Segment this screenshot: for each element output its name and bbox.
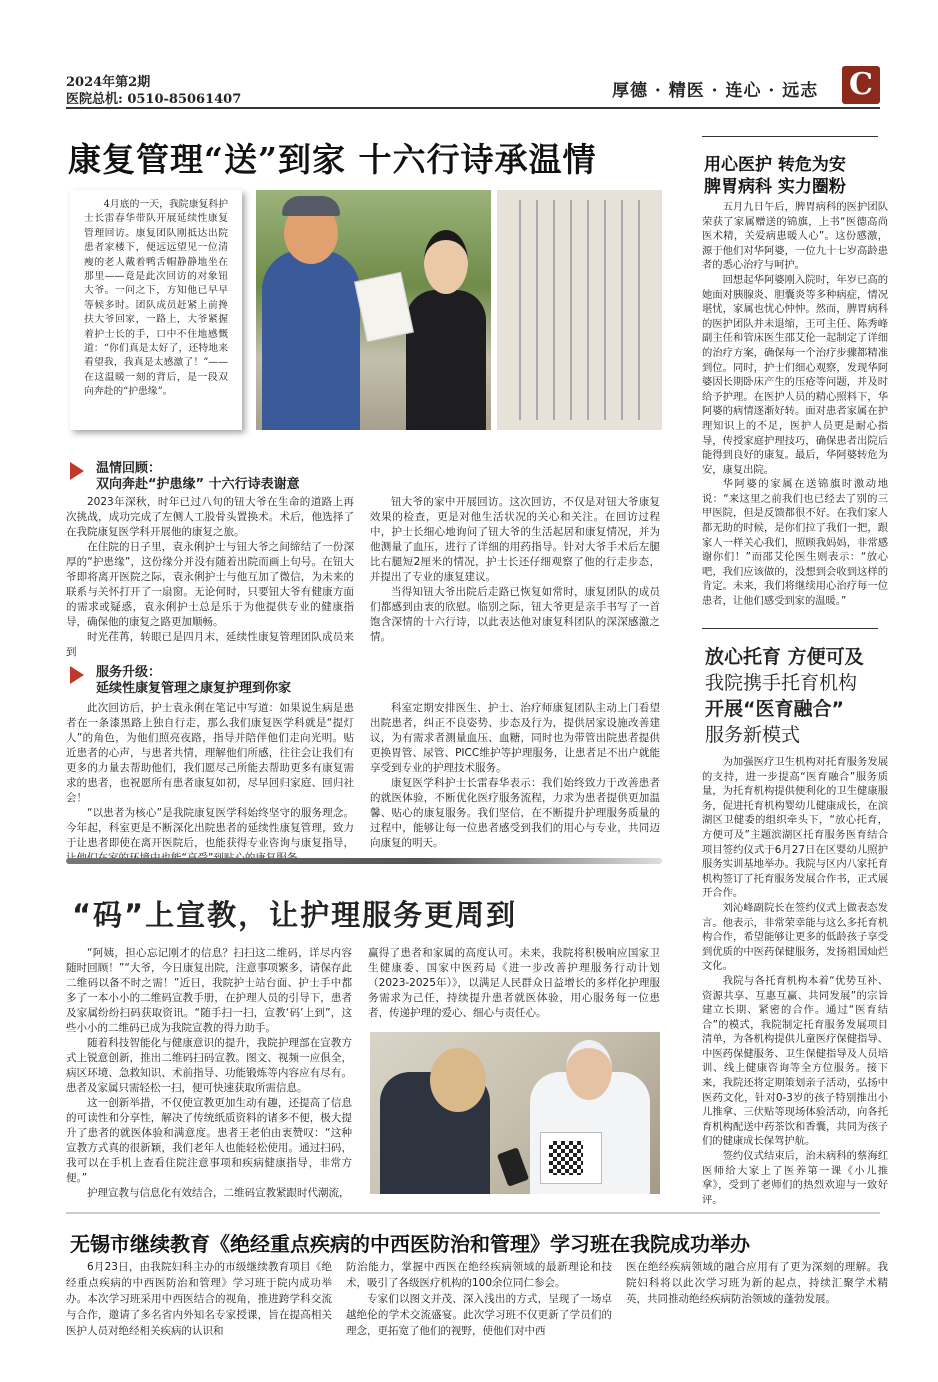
photo-qr-code-education [370, 1032, 660, 1194]
section1-marker-icon [70, 462, 84, 480]
article3-col3: 医在绝经疾病领域的融合应用有了更为深刻的理解。我院妇科将以此次学习班为新的起点，持续汇聚学术精英，共同推动绝经疾病防治领域的蓬勃发展。 [626, 1261, 888, 1305]
paragraph: 为加强医疗卫生机构对托育服务发展的支持，进一步提高“医育融合”服务质量，为托育机构提供便利化的卫生健康服务，促进托育机构婴幼儿健康成长，在滨湖区卫健委的组织牵头下，“放心托育，方便可及”主题滨湖区托育服务医育结合项目签约仪式于6月27日在区婴幼儿照护服务实训基地举办。我院与区内八家托育机构签订了托育服务发展合作书，正式展开合作。 [702, 756, 888, 900]
paragraph: 刘沁峰副院长在签约仪式上做表态发言。他表示，非常荣幸能与这么多托育机构合作，希望能够让更多的低龄孩子享受到优质的中医药保健服务，发扬祖国灿烂文化。 [702, 901, 888, 973]
paragraph: 回想起华阿婆刚入院时，年岁已高的她面对胰腺炎、胆囊炎等多种病症，情况堪忧，家属也忧心忡忡。然而，脾胃病科的医护团队并未退缩，王可主任、陈秀峰副主任和管床医生邵艾伦一起制定了详细的治疗方案，确保每一个治疗步骤都精准到位。同时，护士们细心观察，发现华阿婆因长期卧床产生的压疮等问题，并及时给予护理。在医护人员的精心照料下，华阿婆的病情逐渐好转。面对患者家属在护理知识上的不足，医护人员更是耐心指导，传授家庭护理技巧，确保患者出院后能得到良好的康复。最后，华阿婆转危为安，康复出院。 [702, 273, 888, 476]
section2-subtitle: 延续性康复管理之康复护理到你家 [96, 681, 292, 696]
article3-rule-top [66, 1212, 880, 1214]
patient-face [430, 1048, 486, 1112]
section2-title: 服务升级： [96, 665, 162, 680]
phone-device [497, 1147, 529, 1186]
section1-left-text [66, 495, 354, 660]
paragraph: 此次回访后，护士袁永俐在笔记中写道：如果说生病是患者在一条漆黑路上独自行走，那么我们康复医学科就是“提灯人”的角色，为他们照亮夜路，指导并陪伴他们走向光明。贴近患者的心声，与患者共情，理解他们所感，往往会让我们有更多的力量去帮助他们，我们愿尽己所能去帮助更多有康复需求的患者，也祝愿所有患者康复如初，尽早回归家庭、回归社会！ [66, 702, 354, 804]
hospital-phone: 医院总机: 0510-85061407 [66, 92, 242, 107]
section-letter: C [849, 67, 873, 102]
paragraph: 随着科技智能化与健康意识的提升，我院护理部在宣教方式上锐意创新，推出二维码扫码宣教。图文、视频一应俱全，病区环境、急救知识、术前指导、功能锻炼等内容应有尽有。患者及家属只需轻松一扫，便可快速获取所需信息。 [66, 1037, 352, 1094]
article1-intro: 4月底的一天，我院康复科护士长雷春华带队开展延续性康复管理回访。康复团队刚抵达出院患者家楼下，便远远望见一位清瘦的老人戴着鸭舌帽静静地坐在那里——竟是此次回访的对象钮大爷。一问之下，方知他已早早等候多时。团队成员赶紧上前搀扶大爷回家，一路上，大爷紧握着护士长的手，口中不住地感慨道：“你们真是太好了，还特地来看望我，我真是太感激了！”——在这温暖一刻的背后，是一段双向奔赴的“护患缘”。 [84, 199, 228, 398]
sidebar1-text [702, 200, 888, 609]
paragraph: 专家们以图文并茂、深入浅出的方式，呈现了一场卓越绝伦的学术交流盛宴。此次学习班不仅更新了学员们的理念，更拓宽了他们的视野，使他们对中西 [346, 1293, 612, 1337]
article3-headline: 无锡市继续教育《绝经重点疾病的中西医防治和管理》学习班在我院成功举办 [70, 1232, 750, 1256]
sidebar1-headline-2: 脾胃病科 实力圈粉 [704, 177, 846, 197]
section2-right-text [370, 701, 660, 851]
sidebar-rule-mid [702, 628, 878, 629]
patient-figure [262, 250, 360, 430]
paragraph: “以患者为核心”是我院康复医学科始终坚守的服务理念。今年起，科室更是不断深化出院患者的延续性康复管理，致力于让患者即使在离开医院后，也能获得专业咨询与康复指导， [66, 807, 354, 849]
sidebar2-text [702, 755, 888, 1207]
article2-headline: “码”上宣教，让护理服务更周到 [72, 898, 518, 932]
nurse-face [424, 230, 468, 294]
paragraph: 时光荏苒，转眼已是四月末，延续性康复管理团队成员来到 [66, 631, 354, 658]
paragraph: 钮大爷的家中开展回访。这次回访，不仅是对钮大爷康复效果的检查，更是对他生活状况的关心和关注。在回访过程中，护士长细心地询问了钮大爷的生活起居和康复情况，并为他测量了血压，进行了详细的用药指导。针对大爷手术后左腿比右腿短2厘米的情况，护士长还仔细观察了他的行走步态，并提出了专业的康复建议。 [370, 496, 660, 583]
paragraph: 护理宣教与信息化有效结合，二维码宣教紧跟时代潮流， [87, 1187, 350, 1199]
section2-marker-icon [70, 666, 84, 684]
sidebar2-headline-2: 我院携手托育机构 [705, 672, 858, 694]
poem-sheet [354, 272, 414, 343]
paragraph: 在住院的日子里，袁永俐护士与钮大爷之间缔结了一份深厚的“护患缘”，这份缘分并没有随着出院而画上句号。在钮大爷即将离开医院之际，袁永俐护士与他互加了微信，为未来的联系与关怀打开了一扇窗。无论何时，只要钮大爷有健康方面的需求或疑惑，袁永俐护士总是乐于为他提供专业的健康指导，确保他的康复之路更加顺畅。 [66, 541, 354, 628]
issue-number: 2024年第2期 [66, 75, 151, 90]
paragraph: “阿姨，担心忘记刚才的信息？扫扫这二维码，详尽内容随时回顾！”“大爷，今日康复出院，注意事项繁多，请保存此二维码以备不时之需！”近日，我院护士站台面、护士手中都多了一本小小的二维码宣教手册，在护理人员的引导下，患者及家属纷纷扫码获取资讯。“随手扫一扫，宣教‘码’上到”，这些小小的二维码已成为我院宣教的得力助手。 [66, 947, 352, 1034]
sidebar-rule-top [702, 136, 878, 137]
masthead-rule [66, 107, 880, 109]
paragraph: 华阿婆的家属在送锦旗时激动地说：“来这里之前我们也已经去了别的三甲医院，但是反馈都很不好。在我们家人都无助的时候，是你们拉了我们一把，跟家人一样关心我们，照顾我妈妈，非常感谢你们！”而邵艾伦医生则表示：“放心吧，我们应该做的，没想到会收到这样的肯定。未来，我们将继续用心治疗每一位患者，让他们感受到家的温暖。” [702, 478, 888, 608]
section1-right-text [370, 495, 660, 645]
article3-col1: 6月23日，由我院妇科主办的市级继续教育项目《绝经重点疾病的中西医防治和管理》学习班于院内成功举办。本次学习班采用中西医结合的视角，推进跨学科交流与合作，邀请了多名省内外知名专家授课，旨在提高相关医护人员对绝经相关疾病的认识和 [66, 1261, 332, 1337]
paragraph: 签约仪式结束后，治未病科的蔡海红医师给大家上了医养第一课《小儿推拿》，受到了老师们的热烈欢迎与一致好评。 [702, 1150, 888, 1206]
article2-right-text [368, 946, 660, 1021]
paragraph: 赢得了患者和家属的高度认可。未来，我院将积极响应国家卫生健康委、国家中医药局《进一步改善护理服务行动计划（2023-2025年）》，以满足人民群众日益增长的多样化护理服务需求为己任，持续提升患者就医体验，用心服务每一位患者，传递护理的爱心、细心与责任心。 [368, 947, 660, 1019]
photo-nurse-with-patient [256, 190, 491, 430]
qr-code-icon [549, 1141, 583, 1175]
paragraph: 我院与各托育机构本着“优势互补、资源共享、互惠互赢、共同发展”的宗旨建立长期、紧密的合作。通过“医育结合”的模式，我院制定托育服务发展项目清单，为各机构提供儿童医疗保健指导、中医药保健服务、卫生保健指导及人员培训、线上健康咨询等全方位服务。接下来，我院还将定期策划亲子活动，弘扬中医药文化，针对0-3岁的孩子特别推出小儿推拿、三伏贴等现场体验活动，向各托育机构配送中药茶饮和香囊，共同为孩子们的健康成长保驾护航。 [702, 974, 888, 1148]
sidebar1-headline-1: 用心医护 转危为安 [704, 155, 846, 175]
qr-code-sheet [540, 1132, 602, 1184]
divider-wave [66, 858, 662, 864]
article1-headline: 康复管理“送”到家 十六行诗承温情 [68, 140, 597, 179]
paragraph: 防治能力，掌握中西医在绝经疾病领域的最新理论和技术，吸引了各级医疗机构的100余位同仁参会。 [346, 1261, 612, 1289]
patient-cap [282, 196, 340, 216]
article3-col2 [346, 1259, 612, 1339]
paragraph: 这一创新举措，不仅使宣教更加生动有趣，还提高了信息的可读性和分享性，解决了传统纸质资料的诸多不便，极大提升了患者的就医体验和满意度。患者王老伯由衷赞叹：“这种宣教方式真的很新颖，我们老年人也能轻松使用。通过扫码，我可以在手机上查看住院注意事项和疾病健康指导，非常方便。” [66, 1097, 352, 1184]
poem-lines [511, 200, 651, 420]
article2-left-text [66, 946, 352, 1201]
paragraph: 2023年深秋，时年已过八旬的钮大爷在生命的道路上再次挑战，成功完成了左侧人工股骨头置换术。术后，他选择了在我院康复医学科开展他的康复之旅。 [66, 496, 354, 538]
sidebar2-headline-1: 放心托育 方便可及 [705, 646, 864, 668]
nurse-figure [406, 290, 486, 430]
motto: 厚德 · 精医 · 连心 · 远志 [612, 81, 819, 101]
paragraph: 科室定期安排医生、护士、治疗师康复团队主动上门看望出院患者，纠正不良姿势、步态及行为，提供居家设施改善建议，为有需求者测量血压、血糖，同时也为带管出院患者提供更换胃管、尿管、PICC维护等护理服务，让患者足不出户就能享受到专业的护理技术服务。 [370, 702, 660, 774]
photo-handwritten-poem [497, 190, 662, 430]
sidebar2-headline-4: 服务新模式 [705, 724, 801, 746]
paragraph: 五月九日午后，脾胃病科的医护团队荣获了家属赠送的锦旗，上书“医德高尚医术精，关爱病患暖人心”。这份感激，源于他们对华阿婆，一位九十七岁高龄患者的悉心治疗与呵护。 [702, 201, 888, 272]
paragraph: 当得知钮大爷出院后走路已恢复如常时，康复团队的成员们都感到由衷的欣慰。临别之际，钮大爷更是亲手书写了一首饱含深情的十六行诗，以此表达他对康复科团队的深深感激之情。 [370, 586, 660, 643]
sidebar2-headline-3: 开展“医育融合” [705, 698, 844, 720]
paragraph: 康复医学科护士长雷春华表示：我们始终致力于改善患者的就医体验，不断优化医疗服务流程，力求为患者提供更加温馨、贴心的康复服务。我们坚信，在不断提升护理服务质量的过程中，能够让每一位患者感受到我们的用心与专业，共同迈向康复的明天。 [370, 777, 660, 849]
section1-title: 温情回顾： [96, 461, 162, 476]
section1-subtitle: 双向奔赴“护患缘” 十六行诗表谢意 [96, 477, 300, 492]
nurse-face [566, 1040, 612, 1100]
section2-left-text [66, 701, 354, 866]
